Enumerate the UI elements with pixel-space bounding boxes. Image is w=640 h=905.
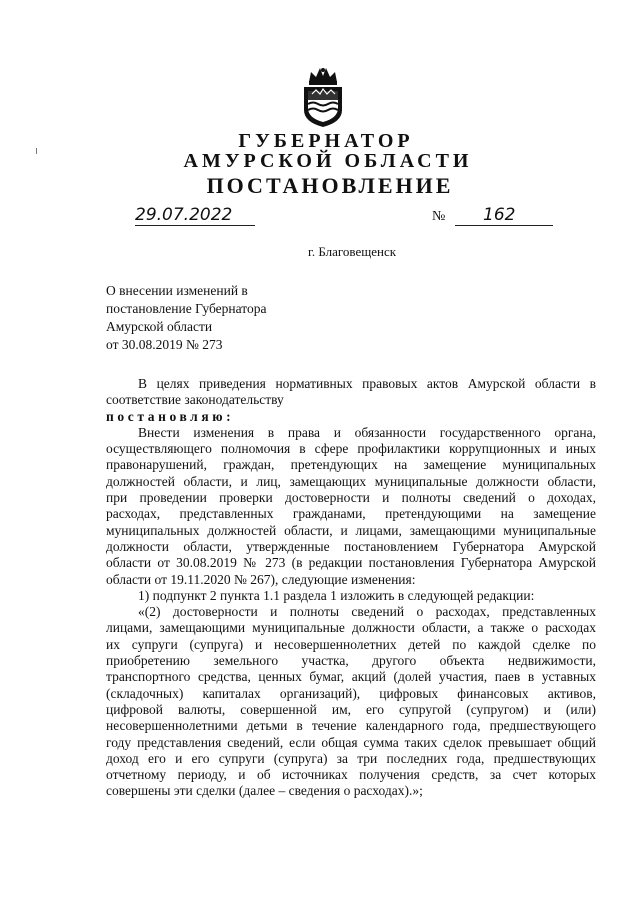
document-type: ПОСТАНОВЛЕНИЕ xyxy=(206,173,454,198)
quote-line: (складочных) капиталах организаций), цифровых финансовых активов, xyxy=(106,685,596,701)
quote-line: доход его и его супруги (супруга) за три последних года, предшествующих xyxy=(106,750,596,766)
paragraph-line: правонарушений, граждан, претендующих на замещение муниципальных xyxy=(106,457,596,473)
subject-line: О внесении изменений в xyxy=(106,283,248,298)
quote-line: отчетному периоду, и об источниках получения средств, за счет которых xyxy=(106,767,596,783)
paragraph-line: области от 30.08.2019 № 273 (в редакции постановления Губернатора Амурской xyxy=(106,555,596,571)
quote-line: несовершеннолетними детьми в течение календарного года, предшествующего xyxy=(106,718,596,734)
subject-line: постановление Губернатора xyxy=(106,301,267,316)
document-number: 162 xyxy=(455,205,553,226)
quote-line: совершены эти сделки (далее – сведения о расходах).»; xyxy=(106,783,423,799)
document-subject xyxy=(106,282,346,354)
quote-line: их супруги (супруга) и несовершеннолетних детей по каждой сделке по xyxy=(106,636,596,652)
paragraph-line: муниципальных должностей области, и лицами, замещающими муниципальные xyxy=(106,522,596,538)
resolve-word: постановляю: xyxy=(106,408,235,424)
paragraph-line: должности области, утвержденные постановлением Губернатора Амурской xyxy=(106,538,596,554)
paragraph-line: области от 19.11.2020 № 267), следующие изменения: xyxy=(106,571,416,587)
paragraph-line: осуществляющего полномочия в сфере профилактики коррупционных и иных xyxy=(106,441,596,457)
quote-line: транспортного средства, ценных бумаг, акций (долей участия, паев в уставных xyxy=(106,669,596,685)
city: г. Благовещенск xyxy=(307,244,397,259)
subject-line: Амурской области xyxy=(106,319,213,334)
coat-of-arms-emblem xyxy=(300,66,346,128)
quote-line: «(2) достоверности и полноты сведений о расходах, представленных xyxy=(138,604,596,620)
quote-line: году представления сведений, если общая сумма таких сделок превышает общий xyxy=(106,734,596,750)
document-date: 29.07.2022 xyxy=(135,205,255,226)
paragraph-line: Внести изменения в права и обязанности государственного органа, xyxy=(138,424,596,440)
issuer-title: ГУБЕРНАТОР xyxy=(238,130,414,152)
number-label: № xyxy=(432,209,446,224)
paragraph-line: при проведении проверки достоверности и полноты сведений о доходах, xyxy=(106,490,596,506)
quote-line: лицами, замещающими муниципальные должности области, а также о расходах xyxy=(106,620,596,636)
item-line: 1) подпункт 2 пункта 1.1 раздела 1 изложить в следующей редакции: xyxy=(138,587,535,603)
quote-line: цифровой валюты, совершенной им, его супругой (супругом) и (или) xyxy=(106,701,596,717)
preamble-line: соответствие законодательству xyxy=(106,392,284,408)
paragraph-line: расходах, представленных гражданами, претендующими на замещение xyxy=(106,506,596,522)
preamble-line: В целях приведения нормативных правовых актов Амурской области в xyxy=(138,376,596,391)
issuer-region: АМУРСКОЙ ОБЛАСТИ xyxy=(183,150,473,172)
subject-line: от 30.08.2019 № 273 xyxy=(106,337,223,352)
document-body xyxy=(106,376,596,800)
paragraph-line: должностей области, и лиц, замещающих муниципальные должности области, xyxy=(106,473,596,489)
quote-line: приобретению земельного участка, другого объекта недвижимости, xyxy=(106,653,596,669)
